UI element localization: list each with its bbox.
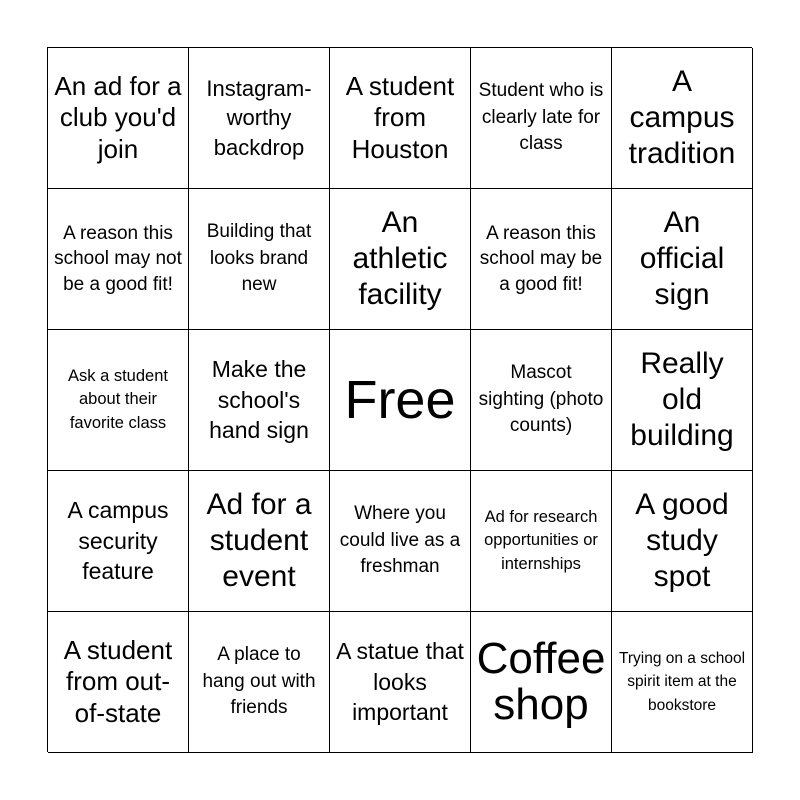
bingo-cell-r2c5[interactable] [612, 189, 753, 330]
bingo-cell-label: Where you could live as a freshman [339, 503, 461, 578]
bingo-cell-r4c2[interactable] [189, 471, 330, 612]
bingo-cell-r1c1[interactable] [48, 48, 189, 189]
bingo-cell-label: A campus security feature [67, 497, 169, 585]
bingo-cell-label: A reason this school may not be a good fit! [54, 223, 182, 295]
bingo-cell-r4c1[interactable] [48, 471, 189, 612]
bingo-cell-r3c5[interactable] [612, 330, 753, 471]
bingo-cell-r5c2[interactable] [189, 612, 330, 753]
free-space-cell[interactable] [330, 330, 471, 471]
bingo-cell-label: Really old building [630, 347, 734, 452]
bingo-cell-label: An athletic facility [352, 206, 448, 311]
bingo-cell-label: Building that looks brand new [206, 221, 312, 296]
bingo-cell-r1c2[interactable] [189, 48, 330, 189]
bingo-cell-label: An official sign [639, 206, 725, 311]
bingo-cell-label: A place to hang out with friends [202, 644, 316, 719]
bingo-cell-r2c4[interactable] [471, 189, 612, 330]
bingo-cell-r5c5[interactable] [612, 612, 753, 753]
bingo-cell-r5c1[interactable] [48, 612, 189, 753]
bingo-cell-r2c3[interactable] [330, 189, 471, 330]
bingo-cell-r4c3[interactable] [330, 471, 471, 612]
bingo-cell-r4c4[interactable] [471, 471, 612, 612]
bingo-cell-label: Coffee shop [476, 633, 606, 729]
bingo-cell-label: Mascot sighting (photo counts) [478, 362, 604, 437]
bingo-cell-r2c2[interactable] [189, 189, 330, 330]
bingo-cell-label: Instagram-worthy backdrop [206, 76, 312, 160]
bingo-cell-r1c5[interactable] [612, 48, 753, 189]
bingo-cell-r2c1[interactable] [48, 189, 189, 330]
bingo-cell-label: Student who is clearly late for class [478, 80, 604, 155]
bingo-cell-label: Ad for a student event [206, 488, 312, 593]
bingo-cell-label: Free [344, 370, 456, 430]
bingo-cell-label: An ad for a club you'd join [54, 71, 182, 164]
bingo-cell-label: A reason this school may be a good fit! [479, 223, 603, 295]
bingo-cell-r4c5[interactable] [612, 471, 753, 612]
bingo-cell-r3c1[interactable] [48, 330, 189, 471]
bingo-cell-label: A statue that looks important [336, 638, 464, 726]
bingo-cell-label: A student from Houston [345, 71, 455, 164]
bingo-cell-r5c4[interactable] [471, 612, 612, 753]
bingo-cell-label: A good study spot [635, 488, 729, 593]
bingo-cell-r1c3[interactable] [330, 48, 471, 189]
bingo-cell-label: Trying on a school spirit item at the bookstore [618, 649, 746, 714]
bingo-cell-r3c2[interactable] [189, 330, 330, 471]
bingo-cell-r3c4[interactable] [471, 330, 612, 471]
bingo-cell-label: A student from out-of-state [63, 635, 173, 728]
bingo-board [47, 47, 752, 752]
bingo-cell-r1c4[interactable] [471, 48, 612, 189]
bingo-cell-r5c3[interactable] [330, 612, 471, 753]
bingo-cell-label: Make the school's hand sign [209, 356, 309, 444]
bingo-cell-label: Ask a student about their favorite class [68, 367, 168, 432]
bingo-cell-label: Ad for research opportunities or internships [484, 508, 598, 573]
bingo-cell-label: A campus tradition [628, 65, 736, 170]
